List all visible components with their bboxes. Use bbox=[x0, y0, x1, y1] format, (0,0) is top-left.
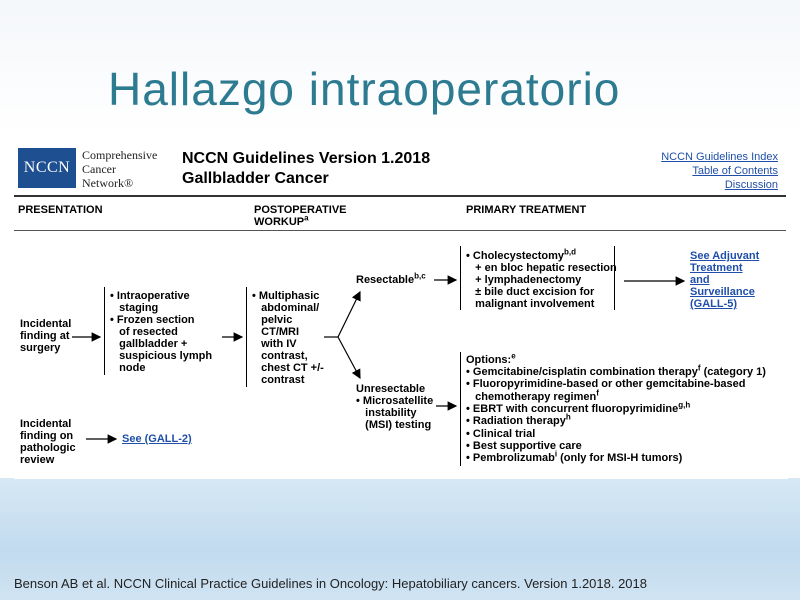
guideline-title bbox=[182, 149, 430, 189]
slide-title: Hallazgo intraoperatorio bbox=[108, 63, 621, 115]
option-item bbox=[466, 400, 691, 415]
footnote-marker: b,d bbox=[564, 247, 576, 257]
header-divider bbox=[14, 195, 786, 197]
cholecystectomy-text: • Cholecystectomy bbox=[466, 250, 564, 262]
option-item bbox=[466, 412, 571, 428]
option-text: chemotherapy regimen bbox=[466, 390, 597, 403]
column-presentation: PRESENTATION bbox=[18, 204, 103, 216]
resectable-text: Resectable bbox=[356, 274, 415, 286]
option-item bbox=[466, 363, 766, 378]
bracket bbox=[104, 287, 105, 375]
option-item bbox=[466, 440, 582, 452]
link-guidelines-index[interactable]: NCCN Guidelines Index bbox=[661, 151, 778, 163]
footnote-marker: i bbox=[554, 449, 558, 459]
column-postop-line: POSTOPERATIVE bbox=[254, 204, 347, 216]
guideline-version: NCCN Guidelines Version 1.2018 bbox=[182, 150, 431, 167]
logo-line: Network® bbox=[82, 176, 134, 190]
options-label: Options: bbox=[466, 354, 512, 366]
footnote-marker: h bbox=[565, 412, 571, 422]
option-text: • Pembrolizumab bbox=[466, 452, 555, 465]
guideline-nav-links bbox=[661, 150, 778, 192]
option-text: • Gemcitabine/cisplatin combination therapy bbox=[466, 366, 698, 378]
see-gall-2-link[interactable]: See (GALL-2) bbox=[122, 433, 192, 445]
link-table-of-contents[interactable]: Table of Contents bbox=[692, 165, 778, 177]
footnote-marker: b,c bbox=[414, 271, 426, 281]
option-text: • Fluoropyrimidine-based or other gemcitabine-based bbox=[466, 378, 746, 391]
column-postop-line bbox=[254, 213, 347, 228]
footnote-marker: f bbox=[697, 363, 701, 373]
option-item bbox=[466, 387, 599, 403]
option-item bbox=[466, 449, 683, 465]
option-text: • Clinical trial bbox=[466, 427, 536, 440]
logo-line: Comprehensive bbox=[82, 148, 158, 162]
logo-line: Cancer bbox=[82, 162, 116, 176]
resectable-label bbox=[356, 271, 426, 286]
option-qualifier: (category 1) bbox=[700, 366, 766, 378]
column-postop-word: WORKUP bbox=[254, 216, 305, 228]
column-primary-treatment: PRIMARY TREATMENT bbox=[466, 204, 587, 216]
bracket bbox=[460, 246, 461, 310]
guideline-cancer-type: Gallbladder Cancer bbox=[182, 170, 329, 187]
column-postop-workup bbox=[254, 204, 347, 228]
unresectable-label: Unresectable bbox=[356, 383, 426, 395]
see-adjuvant-link[interactable]: See Adjuvant Treatment and Surveillance (GALL-5) bbox=[690, 250, 760, 310]
footnote-marker: e bbox=[511, 351, 516, 361]
nccn-logo: NCCN bbox=[18, 148, 76, 188]
option-item bbox=[466, 428, 535, 440]
column-divider bbox=[14, 230, 786, 231]
footnote-marker: g,h bbox=[678, 400, 691, 410]
link-discussion[interactable]: Discussion bbox=[724, 179, 778, 191]
bracket bbox=[460, 352, 461, 466]
option-text: • EBRT with concurrent fluoropyrimidine bbox=[466, 402, 679, 415]
option-item bbox=[466, 378, 746, 390]
footnote-marker: a bbox=[304, 213, 309, 223]
cholecystectomy-line bbox=[466, 247, 576, 262]
footnote-marker: f bbox=[596, 387, 599, 397]
option-qualifier: (only for MSI-H tumors) bbox=[557, 452, 683, 465]
citation: Benson AB et al. NCCN Clinical Practice Guidelines in Oncology: Hepatobiliary cancers. Version 1.2018. 2018 bbox=[14, 576, 648, 591]
incidental-finding-surgery: Incidental finding at surgery bbox=[20, 318, 72, 354]
bracket bbox=[246, 287, 247, 387]
options-header bbox=[466, 351, 516, 366]
postop-workup-imaging: • Multiphasic abdominal/ pelvic CT/MRI with IV contrast, chest CT +/- contrast bbox=[252, 290, 324, 386]
resection-details: + en bloc hepatic resection + lymphadenectomy ± bile duct excision for malignant involvement bbox=[475, 262, 617, 310]
nccn-logo-text bbox=[82, 148, 157, 190]
option-text: • Radiation therapy bbox=[466, 415, 566, 428]
option-text: • Best supportive care bbox=[466, 439, 582, 452]
incidental-finding-pathologic: Incidental finding on pathologic review bbox=[20, 418, 76, 466]
msi-testing: • Microsatellite instability (MSI) testing bbox=[356, 395, 434, 431]
intraoperative-staging: • Intraoperative staging • Frozen section of resected gallbladder + suspicious lymph node bbox=[110, 290, 213, 374]
